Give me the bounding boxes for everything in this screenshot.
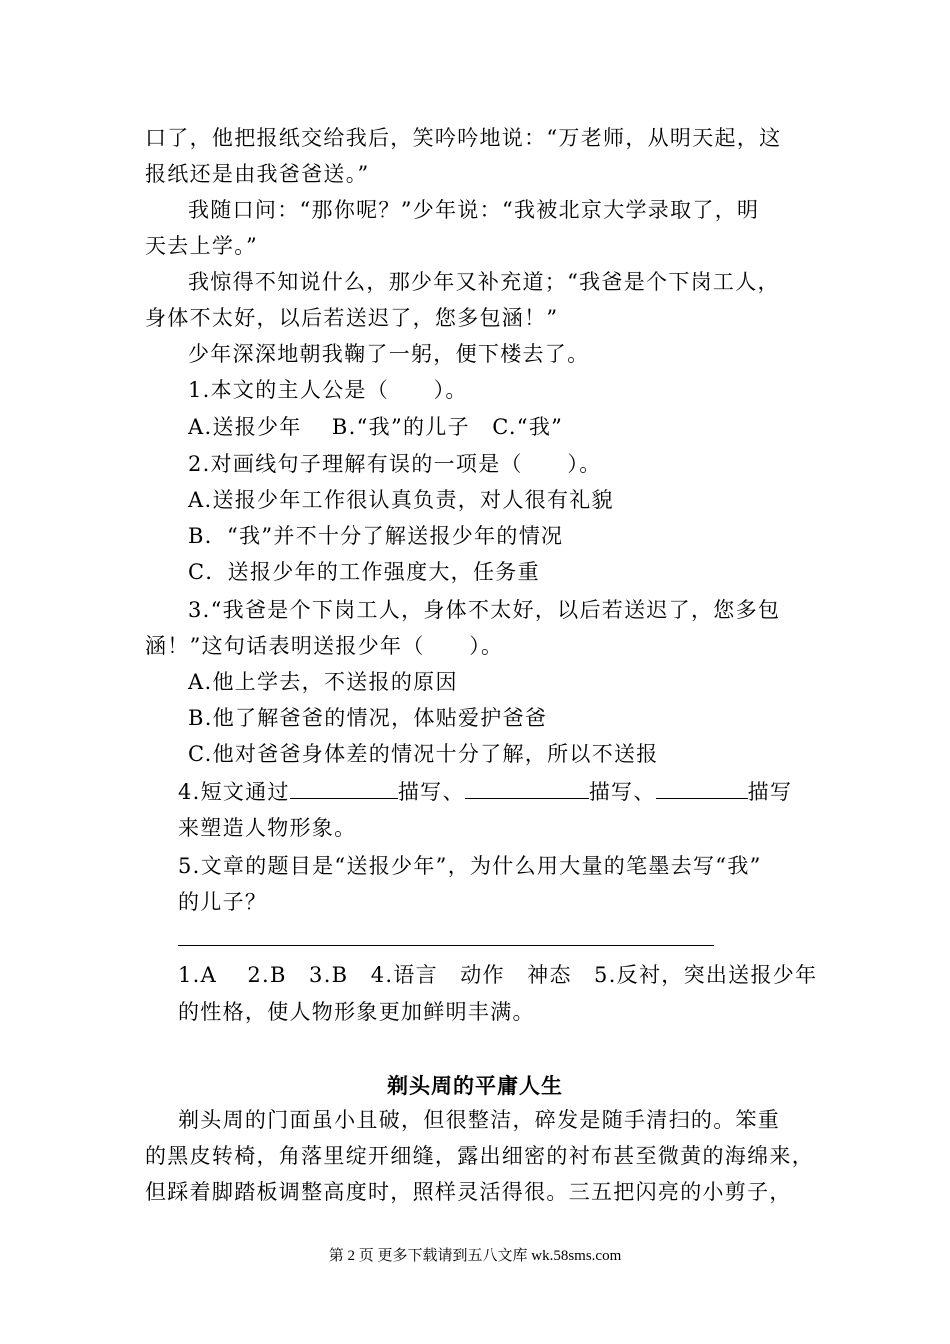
text-line: 身体不太好，以后若送迟了，您多包涵！”	[145, 306, 559, 330]
question-5-line2: 的儿子？	[178, 890, 268, 914]
answer-blank[interactable]	[656, 776, 748, 799]
story-title: 剃头周的平庸人生	[387, 1074, 563, 1098]
question-3-option-b: B.他了解爸爸的情况，体贴爱护爸爸	[188, 706, 548, 730]
question-3-line2: 涵！”这句话表明送报少年（ ）。	[145, 634, 504, 658]
text-line: 少年深深地朝我鞠了一躬，便下楼去了。	[188, 342, 590, 366]
question-1-options: A.送报少年 B.“我”的儿子 C.“我”	[188, 415, 564, 439]
text-line: 我惊得不知说什么，那少年又补充道；“我爸是个下岗工人，	[188, 270, 780, 294]
text-line: 剃头周的门面虽小且破，但很整洁，碎发是随手清扫的。笨重	[178, 1108, 781, 1132]
answer-blank[interactable]	[290, 776, 398, 799]
text-line: 天去上学。”	[145, 234, 259, 258]
question-2: 2.对画线句子理解有误的一项是（ ）。	[188, 452, 602, 476]
question-3-line1: 3.“我爸是个下岗工人，身体不太好，以后若送迟了，您多包	[188, 598, 781, 622]
question-2-option-c: C．送报少年的工作强度大，任务重	[188, 560, 540, 584]
answer-line[interactable]	[178, 945, 714, 946]
question-4-prefix: 4.短文通过	[178, 780, 290, 804]
question-3-option-c: C.他对爸爸身体差的情况十分了解，所以不送报	[188, 742, 659, 766]
question-4-line1	[178, 776, 792, 804]
question-2-option-a: A.送报少年工作很认真负责，对人很有礼貌	[188, 488, 614, 512]
question-5-line1: 5.文章的题目是“送报少年”，为什么用大量的笔墨去写“我”	[178, 854, 762, 878]
question-2-option-b: B．“我”并不十分了解送报少年的情况	[188, 524, 564, 548]
answer-key-line1: 1.A 2.B 3.B 4.语言 动作 神态 5.反衬，突出送报少年	[178, 963, 818, 987]
text-line: 但踩着脚踏板调整高度时，照样灵活得很。三五把闪亮的小剪子，	[145, 1180, 792, 1204]
question-4-mid: 描写、	[397, 780, 465, 804]
text-line: 我随口问：“那你呢？”少年说：“我被北京大学录取了，明	[188, 198, 760, 222]
question-4-suffix: 描写	[747, 780, 793, 804]
answer-blank[interactable]	[465, 776, 589, 799]
answer-key-line2: 的性格，使人物形象更加鲜明丰满。	[178, 1000, 535, 1024]
question-4-line2: 来塑造人物形象。	[178, 816, 357, 840]
question-4-mid: 描写、	[588, 780, 656, 804]
text-line: 的黑皮转椅，角落里绽开细缝，露出细密的衬布甚至微黄的海绵来，	[145, 1144, 814, 1168]
question-3-option-a: A.他上学去，不送报的原因	[188, 670, 458, 694]
page-footer: 第 2 页 更多下载请到五八文库 wk.58sms.com	[328, 1248, 622, 1264]
question-1: 1.本文的主人公是（ ）。	[188, 378, 468, 402]
text-line: 报纸还是由我爸爸送。”	[145, 162, 370, 186]
text-line: 口了，他把报纸交给我后，笑吟吟地说：“万老师，从明天起，这	[145, 126, 782, 150]
